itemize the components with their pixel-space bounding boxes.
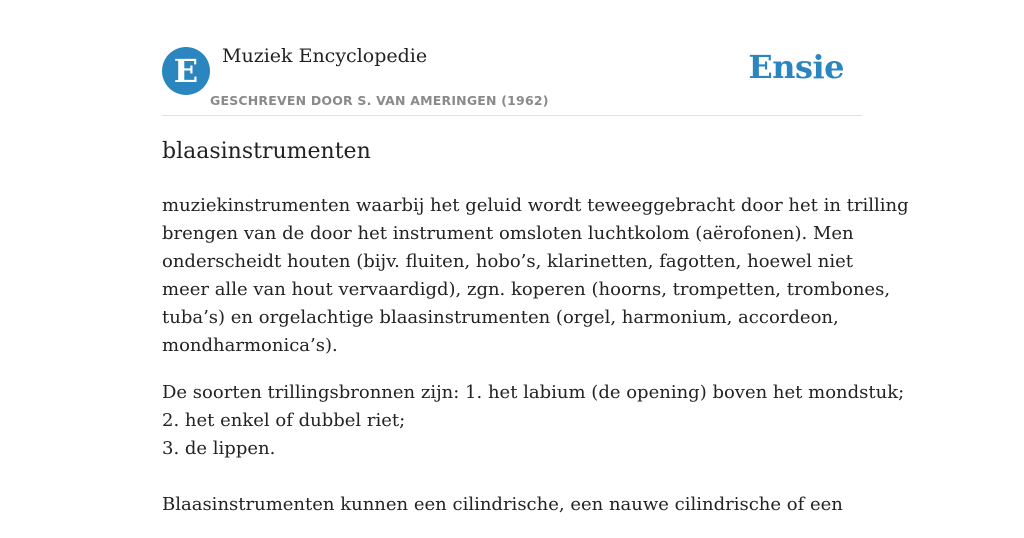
line-gap: [162, 463, 862, 491]
paragraph-line: 3. de lippen.: [162, 438, 276, 459]
paragraph-line: meer alle van hout vervaardigd), zgn. koperen (hoorns, trompetten, trombones,: [162, 279, 891, 300]
brand-logo[interactable]: Ensie: [748, 48, 844, 86]
paragraph-line: brengen van de door het instrument omsloten luchtkolom (aërofonen). Men: [162, 223, 854, 244]
encyclopedia-logo[interactable]: E: [162, 47, 210, 95]
article-body: [162, 192, 909, 538]
article-page: [162, 0, 909, 515]
paragraph-line: tuba’s) en orgelachtige blaasinstrumenten (orgel, harmonium, accordeon,: [162, 307, 839, 328]
article-title: blaasinstrumenten: [162, 139, 371, 164]
paragraph-line: 2. het enkel of dubbel riet;: [162, 410, 406, 431]
author-line: GESCHREVEN DOOR S. VAN AMERINGEN (1962): [210, 93, 549, 108]
paragraph-line: Blaasinstrumenten kunnen een cilindrische, een nauwe cilindrische of een: [162, 494, 843, 515]
paragraph-2: [162, 379, 905, 519]
paragraph-line: De soorten trillingsbronnen zijn: 1. het labium (de opening) boven het mondstuk;: [162, 382, 905, 403]
paragraph-1: [162, 192, 909, 360]
paragraph-line: onderscheidt houten (bijv. fluiten, hobo’s, klarinetten, fagotten, hoewel niet: [162, 251, 853, 272]
paragraph-line: muziekinstrumenten waarbij het geluid wordt teweeggebracht door het in trilling: [162, 195, 909, 216]
paragraph-line: mondharmonica’s).: [162, 335, 338, 356]
site-header: [162, 0, 862, 116]
encyclopedia-title[interactable]: Muziek Encyclopedie: [222, 45, 428, 67]
